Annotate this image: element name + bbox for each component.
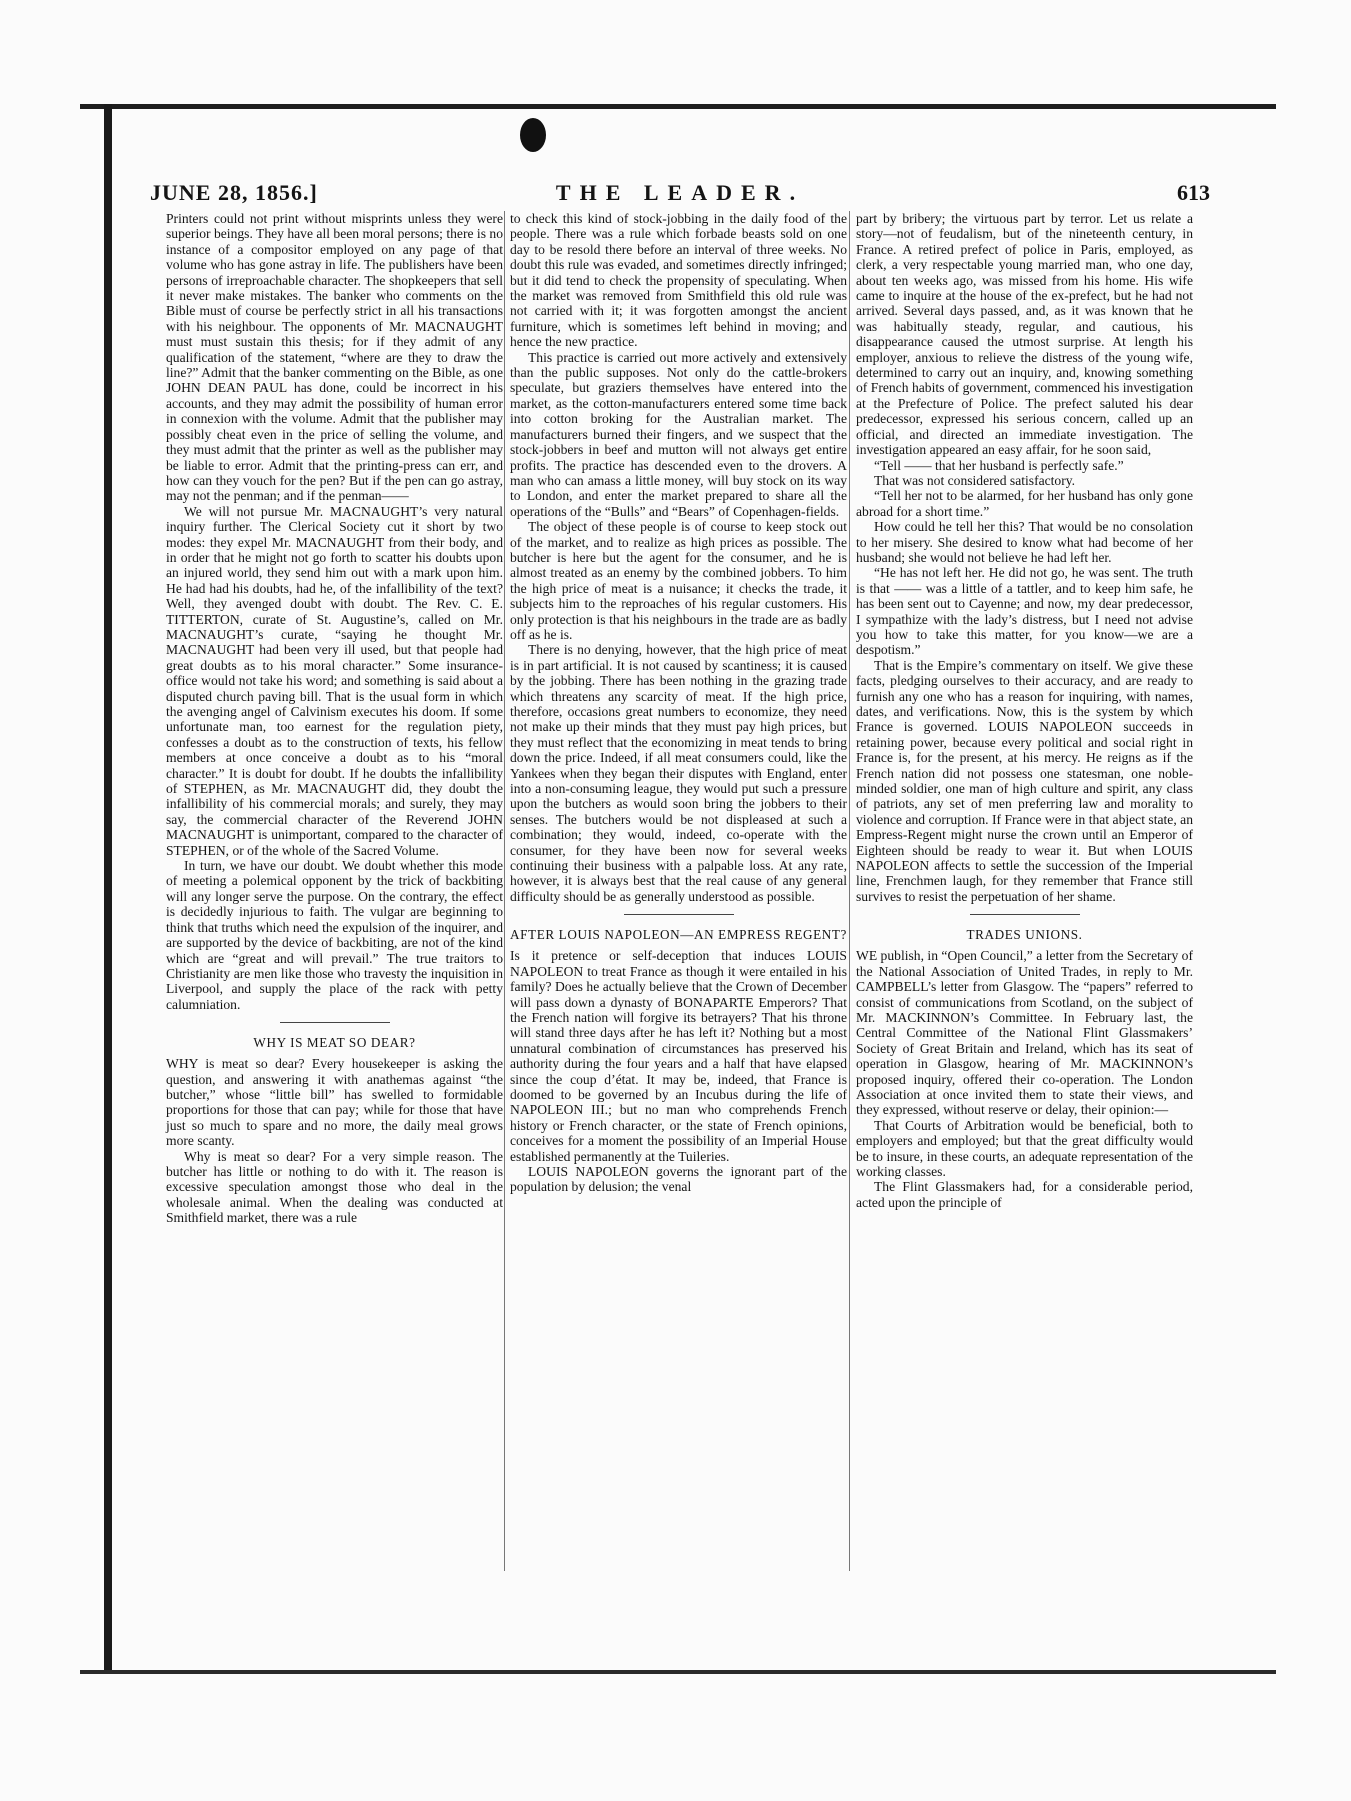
paragraph: LOUIS NAPOLEON governs the ignorant part of the population by delusion; the venal bbox=[510, 1163, 847, 1195]
section-separator bbox=[280, 1022, 390, 1023]
paragraph: “Tell her not to be alarmed, for her husband has only gone abroad for a short time.” bbox=[856, 488, 1193, 519]
column-1 bbox=[166, 211, 503, 1226]
column-2 bbox=[510, 211, 847, 1195]
paragraph: There is no denying, however, that the high price of meat is in part artificial. It is not caused by scantiness; it is caused by the jobbing. There has been nothing in the grazing trade which threatens any scarcity of meat. If the high price, therefore, occasions great numbers to economize, they need not make up their minds that they must pay high prices, but they must reflect that the economizing in meat tends to bring down the price. Indeed, if all meat consumers could, like the Yankees when they began their disputes with England, enter into a non-consuming league, they would put such a pressure upon the butchers as would soon bring the jobbers to their senses. The butchers would be not displeased at such a combination; they would, indeed, co-operate with the consumer, for they have been now for several weeks continuing their business with a palpable loss. At any rate, however, it is always best that the real cause of any general difficulty should be as generally understood as possible. bbox=[510, 642, 847, 904]
paragraph: That is the Empire’s commentary on itself. We give these facts, pledging ourselves to their accuracy, and are ready to furnish any one who has a reason for inquiring, with names, dates, and verifications. Now, this is the system by which France is governed. LOUIS NAPOLEON succeeds in retaining power, because every political and social right in France is, for the present, at his mercy. He reigns as if the French nation did not possess one statesman, one noble-minded soldier, one man of high culture and spirit, any class of patriots, any set of men preferring law and morality to violence and corruption. If France were in that abject state, an Empress-Regent might nurse the crown until an Emperor of Eighteen should be ready to wear it. But when LOUIS NAPOLEON affects to settle the succession of the Imperial line, Frenchmen laugh, for they remember that France still survives to resist the perpetuation of her shame. bbox=[856, 657, 1193, 904]
bottom-border-rule bbox=[80, 1670, 1276, 1674]
section-separator bbox=[970, 914, 1080, 915]
paragraph: Is it pretence or self-deception that induces LOUIS NAPOLEON to treat France as though it were entailed in his family? Does he actually believe that the Crown of December will pass down a dynasty of BONAPARTE Emperors? That the French nation will forgive its betrayers? That his throne will stand three days after he has left it? Nothing but a most unnatural combination of circumstances has preserved his authority during the four years and a half that have elapsed since the coup d’état. It may be, indeed, that France is doomed to be governed by an Incubus during the life of NAPOLEON III.; but no man who comprehends French history or French character, or the state of French opinions, conceives for a moment the possibility of an Imperial House established permanently at the Tuileries. bbox=[510, 948, 847, 1164]
paragraph: That was not considered satisfactory. bbox=[874, 472, 1076, 488]
paragraph: WE publish, in “Open Council,” a letter from the Secretary of the National Association of United Trades, in reply to Mr. CAMPBELL’s letter from Glasgow. The “papers” referred to consist of communications from Scotland, on the subject of Mr. MACKINNON’s Committee. In February last, the Central Committee of the National Flint Glassmakers’ Society of Great Britain and Ireland, which has its seat of operation in Glasgow, hearing of Mr. MACKINNON’s proposed inquiry, offered their co-operation. The London Association at once invited them to state their views, and they expressed, without reserve or delay, their opinion:— bbox=[856, 948, 1193, 1118]
paragraph: The Flint Glassmakers had, for a considerable period, acted upon the principle of bbox=[856, 1179, 1193, 1210]
column-divider bbox=[849, 211, 850, 1571]
section-separator bbox=[624, 914, 734, 915]
paragraph: The object of these people is of course to keep stock out of the market, and to realize as high prices as possible. The butcher is here but the agent for the consumer, and he is almost treated as an enemy by the combined jobbers. To him the high price of meat is a nuisance; it checks the trade, it subjects him to the reproaches of his regular customers. His only protection is that his neighbours in the trade are as badly off as he is. bbox=[510, 519, 847, 642]
paragraph: WHY is meat so dear? Every housekeeper is asking the question, and answering it with anathemas against “the butcher,” whose “little bill” has swelled to formidable proportions for those that can pay; while for those that have just so much to spare and no more, the daily meal grows more scanty. bbox=[166, 1056, 503, 1149]
page-header bbox=[150, 180, 1210, 210]
paragraph: This practice is carried out more actively and extensively than the public supposes. Not only do the cattle-brokers speculate, but graziers themselves have entered into the market, as the cotton-manufacturers entered some time back into cotton broking for the Australian market. The manufacturers burned their fingers, and we suspect that the stock-jobbers in beef and mutton will not always get entire profits. The practice has descended even to the drovers. A man who can amass a little money, will buy stock on its way to London, and enter the market prepared to share all the operations of the “Bulls” and “Bears” of Copenhagen-fields. bbox=[510, 349, 847, 519]
header-date: JUNE 28, 1856.] bbox=[150, 180, 318, 205]
paragraph: to check this kind of stock-jobbing in the daily food of the people. There was a rule which forbade beasts sold on one day to be resold there before an interval of three weeks. No doubt this rule was evaded, and sometimes directly infringed; but it did tend to check the propensity of speculating. When the market was removed from Smithfield this old rule was not carried with it; it was forgotten amongst the ancient furniture, which is sometimes left behind in moving; and hence the new practice. bbox=[510, 211, 847, 350]
paragraph: Printers could not print without misprints unless they were superior beings. They have all been moral persons; there is no instance of a compositor employed on any page of that volume who has gone astray in life. The publishers have been persons of irreproachable character. The shopkeepers that sell it never make mistakes. The banker who comments on the Bible must of course be perfectly strict in all his transactions with his neighbour. The opponents of Mr. MACNAUGHT must must sustain this thesis; for if they admit of any qualification of the statement, “where are they to draw the line?” Admit that the banker commenting on the Bible, as one JOHN DEAN PAUL has done, could be incorrect in his accounts, and they may admit the possibility of human error in connexion with the volume. Admit that the publisher may possibly cheat even in the price of selling the volume, and they must admit that the printer as well as the publisher may be liable to error. Admit that the printing-press can err, and how can they vouch for the pen? But if the pen can go astray, may not the penman; and if the penman—— bbox=[166, 211, 503, 504]
top-border-rule bbox=[80, 104, 1276, 109]
paragraph: How could he tell her this? That would be no consolation to her misery. She desired to know what had become of her husband; she would not believe he had left her. bbox=[856, 519, 1193, 565]
article-heading-napoleon: AFTER LOUIS NAPOLEON—AN EMPRESS REGENT? bbox=[510, 927, 847, 943]
column-3 bbox=[856, 211, 1193, 1210]
paragraph: In turn, we have our doubt. We doubt whether this mode of meeting a polemical opponent by the trick of backbiting will any longer serve the purpose. On the contrary, the effect is decidedly injurious to faith. The vulgar are beginning to think that truths which need the expulsion of the inquirer, and are supported by the device of backbiting, are not of the kind which are “great and will prevail.” The true traitors to Christianity are men like those who travesty the inquisition in Liverpool, and supply the place of the rack with petty calumniation. bbox=[166, 858, 503, 1012]
masthead-title: THE LEADER. bbox=[555, 180, 805, 205]
paragraph: “Tell —— that her husband is perfectly safe.” bbox=[874, 457, 1124, 473]
punch-hole-mark bbox=[520, 118, 546, 152]
paragraph: Why is meat so dear? For a very simple reason. The butcher has little or nothing to do with it. The reason is excessive speculation amongst those who deal in the wholesale animal. When the dealing was conducted at Smithfield market, there was a rule bbox=[166, 1148, 503, 1226]
article-heading-unions: TRADES UNIONS. bbox=[966, 927, 1083, 943]
left-binding-rule bbox=[104, 104, 112, 1672]
column-divider bbox=[504, 211, 505, 1571]
paragraph: That Courts of Arbitration would be beneficial, both to employers and employed; but that the great difficulty would be to insure, in these courts, an adequate representation of the working classes. bbox=[856, 1117, 1193, 1179]
paragraph: part by bribery; the virtuous part by terror. Let us relate a story—not of feudalism, but of the nineteenth century, in France. A retired prefect of police in Paris, employed, as clerk, a very respectable young married man, who one day, about ten weeks ago, was missed from his home. His wife came to inquire at the house of the ex-prefect, but he had not arrived. Several days passed, and, as it was known that he was habitually steady, regular, and cautious, his disappearance caused the utmost surprise. At length his employer, anxious to relieve the distress of the young wife, determined to carry out an inquiry, and, knowing something of French habits of government, commenced his investigation at the Prefecture of Police. The prefect saluted his dear predecessor, expressed his serious concern, called up an official, and directed an immediate investigation. The investigation appeared an easy affair, for he soon said, bbox=[856, 211, 1193, 458]
paragraph: We will not pursue Mr. MACNAUGHT’s very natural inquiry further. The Clerical Society cut it short by two modes: they expel Mr. MACNAUGHT from their body, and in order that he might not go forth to scatter his doubts upon an injured world, they send him out with a mark upon him. He had had his doubts, had he, of the infallibility of the text? Well, they avenged doubt with doubt. The Rev. C. E. TITTERTON, curate of St. Augustine’s, called on Mr. MACNAUGHT’s curate, “saying he thought Mr. MACNAUGHT had been very ill used, but that people had great doubts as to his moral character.” Some insurance-office would not take his word; and something is said about a disputed church paving bill. That is the usual form in which the avenging angel of Calvinism executes his doom. If some unfortunate man, too earnest for the regulation piety, confesses a doubt as to the construction of texts, his fellow members at once conceive a doubt as to his “moral character.” It is doubt for doubt. If he doubts the infallibility of STEPHEN, as Mr. MACNAUGHT did, they doubt the infallibility of his commercial morals; and surely, they may say, the commercial character of the Reverend JOHN MACNAUGHT is unimportant, compared to the character of STEPHEN, or of the whole of the Sacred Volume. bbox=[166, 503, 503, 858]
article-heading-meat: WHY IS MEAT SO DEAR? bbox=[253, 1035, 416, 1051]
page-number: 613 bbox=[1177, 180, 1210, 205]
paragraph: “He has not left her. He did not go, he was sent. The truth is that —— was a little of a tattler, and to keep him safe, he has been sent out to Cayenne; and now, my dear predecessor, I sympathize with the lady’s distress, but I need not advise you how to take this matter, for you know—we are a despotism.” bbox=[856, 565, 1193, 658]
